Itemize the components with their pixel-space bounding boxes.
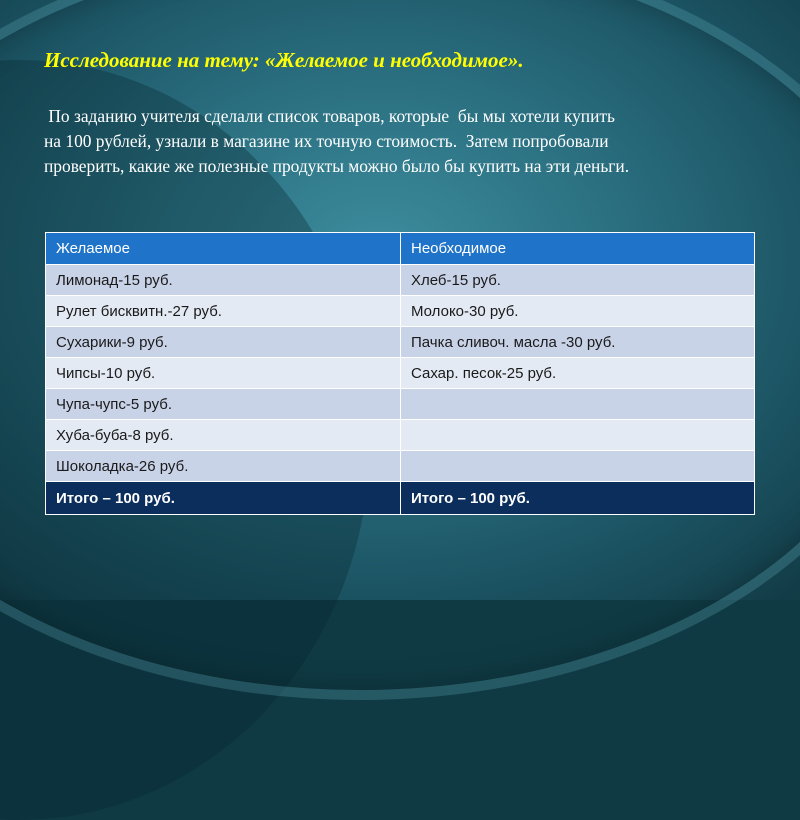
table-total-row bbox=[46, 482, 755, 515]
comparison-table bbox=[45, 232, 755, 515]
cell-necessary: Хлеб-15 руб. bbox=[401, 265, 755, 296]
header-desired: Желаемое bbox=[46, 233, 401, 265]
cell-desired: Лимонад-15 руб. bbox=[46, 265, 401, 296]
cell-desired: Сухарики-9 руб. bbox=[46, 327, 401, 358]
cell-desired: Хуба-буба-8 руб. bbox=[46, 420, 401, 451]
cell-necessary bbox=[401, 420, 755, 451]
paragraph-line: на 100 рублей, узнали в магазине их точную стоимость. Затем попробовали bbox=[44, 131, 609, 151]
table-row bbox=[46, 327, 755, 358]
cell-necessary: Молоко-30 руб. bbox=[401, 296, 755, 327]
intro-paragraph bbox=[44, 104, 794, 179]
cell-necessary: Пачка сливоч. масла -30 руб. bbox=[401, 327, 755, 358]
header-necessary: Необходимое bbox=[401, 233, 755, 265]
total-desired: Итого – 100 руб. bbox=[46, 482, 401, 515]
slide-title: Исследование на тему: «Желаемое и необходимое». bbox=[44, 48, 524, 72]
table-row bbox=[46, 265, 755, 296]
table-row bbox=[46, 420, 755, 451]
paragraph-line: По заданию учителя сделали список товаров, которые бы мы хотели купить bbox=[44, 106, 615, 126]
table-header-row bbox=[46, 233, 755, 265]
table-row bbox=[46, 296, 755, 327]
cell-necessary: Сахар. песок-25 руб. bbox=[401, 358, 755, 389]
total-necessary: Итого – 100 руб. bbox=[401, 482, 755, 515]
table-row bbox=[46, 451, 755, 482]
cell-desired: Рулет бисквитн.-27 руб. bbox=[46, 296, 401, 327]
cell-necessary bbox=[401, 451, 755, 482]
cell-desired: Чупа-чупс-5 руб. bbox=[46, 389, 401, 420]
table-row bbox=[46, 358, 755, 389]
paragraph-line: проверить, какие же полезные продукты можно было бы купить на эти деньги. bbox=[44, 156, 630, 176]
table-row bbox=[46, 389, 755, 420]
cell-desired: Шоколадка-26 руб. bbox=[46, 451, 401, 482]
cell-necessary bbox=[401, 389, 755, 420]
cell-desired: Чипсы-10 руб. bbox=[46, 358, 401, 389]
